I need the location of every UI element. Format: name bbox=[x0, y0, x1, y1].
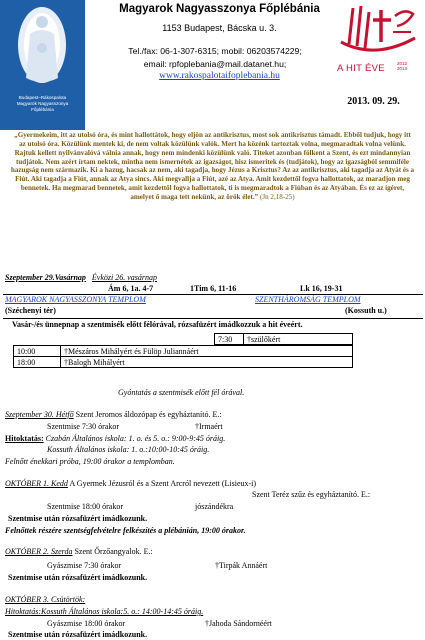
day-date: OKTÓBER 1. Kedd bbox=[5, 479, 68, 488]
phone-line: Tel./fax: 06-1-307-6315; mobil: 06203574229; bbox=[128, 46, 302, 56]
catechesis-label: Hitoktatás: bbox=[5, 434, 44, 443]
oct1-mass-intent: jószándékra bbox=[195, 502, 234, 511]
parish-contact bbox=[90, 45, 340, 71]
oct3-rosary: Szentmise után rózsafüzért imádkozunk. bbox=[8, 630, 148, 639]
mass-intent: †Balogh Mihályért bbox=[61, 357, 353, 368]
logo-text-line-3: Főplébánia bbox=[31, 107, 54, 112]
mass-schedule-table-main bbox=[13, 345, 353, 368]
church-left-name: MAGYAROK NAGYASSZONYA TEMPLOM bbox=[5, 295, 146, 304]
sep30-heading bbox=[5, 410, 222, 419]
oct1-mass: Szentmise 18:00 órakor bbox=[47, 502, 123, 511]
bulletin-date: 2013. 09. 29. bbox=[347, 96, 400, 107]
parish-address: 1153 Budapest, Bácska u. 3. bbox=[162, 23, 277, 33]
mass-intent: †szülőkért bbox=[244, 334, 353, 345]
day-feast: Szent Jeromos áldozópap és egyháztanító. E.: bbox=[73, 410, 222, 419]
oct1-rosary: Szentmise után rózsafüzért imádkozunk. bbox=[8, 514, 148, 523]
sep30-mass-intent: †Irmaért bbox=[195, 422, 223, 431]
sep30-mass: Szentmise 7:30 órakor bbox=[47, 422, 119, 431]
mass-schedule-table bbox=[13, 333, 353, 345]
confession-note: Gyóntatás a szentmisék előtt fél órával. bbox=[118, 388, 245, 397]
year-end: 2013 bbox=[397, 66, 408, 71]
year-of-faith-years bbox=[397, 61, 407, 71]
table-row bbox=[14, 357, 353, 368]
oct2-mass: Gyászmise 7:30 órakor bbox=[47, 561, 122, 570]
day-feast: Szent Őrzőangyalok. E.: bbox=[72, 547, 153, 556]
church-right-location: (Kossuth u.) bbox=[345, 306, 387, 315]
church-right-name: SZENTHÁROMSÁG TEMPLOM bbox=[255, 295, 361, 304]
year-of-faith-logo bbox=[335, 2, 423, 92]
catechesis-line-1: Czabán Általános iskola: 1. o. és 5. o.: 9:00-9:45 óráig. bbox=[43, 434, 226, 443]
oct1-feast-2: Szent Teréz szűz és egyháztanító. E.: bbox=[252, 490, 371, 499]
day-feast: A Gyermek Jézusról és a Szent Arcról nevezett (Lisieux-i) bbox=[67, 479, 257, 488]
quote-reference: (Jn 2,18-25) bbox=[259, 192, 295, 201]
year-start: 2012 bbox=[397, 61, 408, 66]
mass-time: 10:00 bbox=[14, 346, 61, 357]
oct3-mass: Gyászmise 18:00 órakor bbox=[47, 619, 126, 628]
scripture-quote bbox=[10, 131, 415, 202]
parish-name: Magyarok Nagyasszonya Főplébánia bbox=[119, 3, 320, 15]
day-date: OKTÓBER 2. Szerda bbox=[5, 547, 73, 556]
sunday-title: Évközi 26. vasárnap bbox=[91, 273, 158, 282]
logo-text-line-2: Magyarok Nagyasszonya bbox=[16, 101, 69, 106]
sep30-catechesis bbox=[5, 434, 225, 443]
logo-text-line-1: Budapest–Rákospalota bbox=[18, 95, 67, 100]
quote-text: „Gyermekeim, itt az utolsó óra, és mint hallottátok, hogy eljön az antikrisztus, most sok antikrisztus támadt. Ebből tudjuk, hogy itt az utolsó óra. Közülünk mentek ki, de nem voltak közülünk valók. Mert ha közénk tartoztak volna, megmaradtak volna velünk. Rajtuk kellett nyilvánvalóvá válnia annak, hogy nem mindenki közülünk való. Titeket azonban fölkent a Szent, és ezt mindannyian tudjátok. Nem azért írtam nektek, mintha nem ismernétek az igazságot, hisz ismeritek és (tudjátok), hogy az igazságból semmiféle hazugság nem származik. Ki a hazug, hacsak az nem, aki tagadja, hogy Jézus a Krisztus? Az az antikrisztus, aki tagadja az Atyát és a Fiút. Aki tagadja a Fiút, annak az Atya sincs. Aki megvallja a Fiút, azé az Atya. Amit kezdettől fogva hallottatok, az maradjon meg bennetek. Ha megmarad bennetek, amit kezdettől fogva hallottatok, ti is megmaradtok a Fiúban és az Atyában. És ez az ígéret, amelyet ő maga tett nekünk, az örök élet.” bbox=[10, 131, 415, 201]
sep30-catechesis-2: Kossuth Általános iskola: 1. o.:10:00-10:45 óráig. bbox=[47, 445, 210, 454]
oct3-mass-intent: †Jahoda Sándornéért bbox=[205, 619, 272, 628]
table-row bbox=[14, 346, 353, 357]
reading-1: Ám 6, 1a. 4-7 bbox=[108, 284, 154, 293]
website-link[interactable]: www.rakospalotaifoplebania.hu bbox=[159, 71, 280, 81]
table-row bbox=[13, 334, 353, 345]
oct2-heading bbox=[5, 547, 153, 556]
mass-time: 18:00 bbox=[14, 357, 61, 368]
oct3-heading: OKTÓBER 3. Csütörtök: bbox=[5, 595, 86, 604]
mass-intent: †Mészáros Mihályért és Fülöp Juliannáért bbox=[61, 346, 353, 357]
sep30-choir: Felnőtt énekkari próba, 19:00 órakor a templomban. bbox=[5, 457, 175, 466]
email-line: email: rpfoplebania@mail.datanet.hu; bbox=[143, 59, 287, 69]
day-date: Szeptember 30. Hétfő bbox=[5, 410, 74, 419]
oct2-rosary: Szentmise után rózsafüzért imádkozunk. bbox=[8, 573, 148, 582]
church-left-location: (Széchenyi tér) bbox=[5, 306, 56, 315]
parish-logo bbox=[0, 0, 85, 130]
year-of-faith-label: A HIT ÉVE bbox=[337, 63, 385, 74]
sunday-heading bbox=[5, 273, 420, 282]
sunday-date: Szeptember 29.Vasárnap bbox=[5, 273, 86, 282]
oct1-heading bbox=[5, 479, 256, 488]
year-of-faith-emblem bbox=[335, 2, 423, 62]
reading-3: Lk 16, 19-31 bbox=[300, 284, 343, 293]
reading-2: 1Tim 6, 11-16 bbox=[190, 284, 237, 293]
oct1-adult-prep: Felnőttek részére szentségfelvételre felkészítés a plébánián, 19:00 órakor. bbox=[5, 526, 246, 535]
oct3-catechesis: Hitoktatás:Kossuth Általános iskola:5. o.: 14:00-14:45 óráig. bbox=[5, 607, 204, 616]
oct2-mass-intent: †Tirpák Annáért bbox=[215, 561, 268, 570]
mass-time: 7:30 bbox=[215, 334, 244, 345]
sunday-rosary-note: Vasár-/és ünnepnap a szentmisék előtt félórával, rózsafüzért imádkozzuk a hit éveért. bbox=[12, 320, 303, 329]
